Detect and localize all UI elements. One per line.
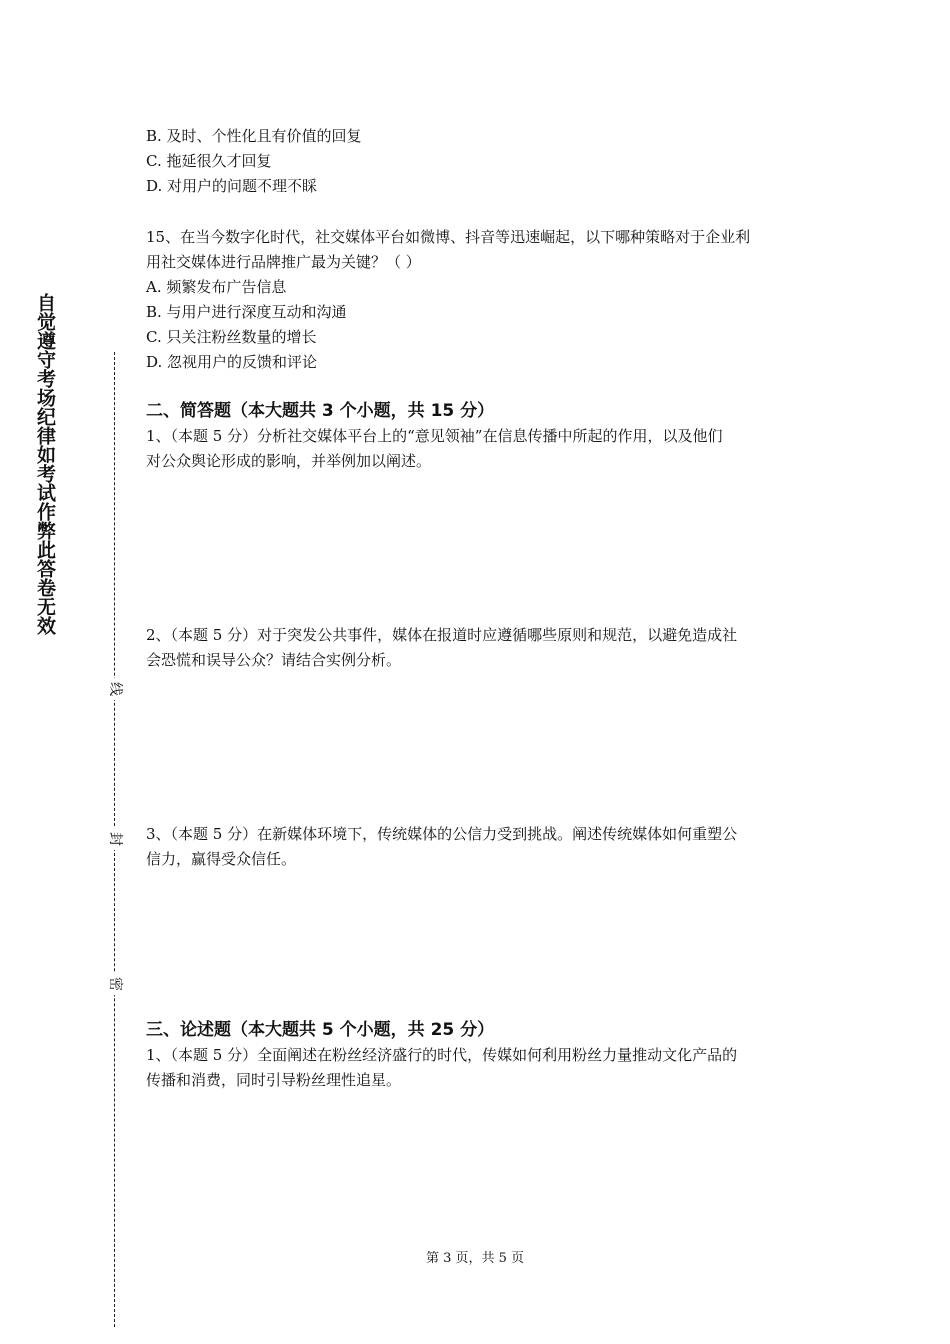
section-3-heading: 三、论述题（本大题共 5 个小题，共 25 分）	[146, 1020, 495, 1040]
q15-option-c: C. 只关注粉丝数量的增长	[146, 328, 317, 346]
q15-stem-line-1: 15、在当今数字化时代，社交媒体平台如微博、抖音等迅速崛起，以下哪种策略对于企业利	[146, 228, 751, 246]
exam-content	[146, 124, 816, 1093]
binding-label-seal: 封	[104, 828, 126, 850]
s2-q2-line-2: 会恐慌和误导公众？请结合实例分析。	[146, 651, 402, 669]
s2-q3-line-2: 信力，赢得受众信任。	[146, 850, 297, 868]
q15-option-d: D. 忽视用户的反馈和评论	[146, 353, 318, 371]
s3-q1-line-2: 传播和消费，同时引导粉丝理性追星。	[146, 1071, 402, 1089]
exam-rules-notice: 自觉遵守考场纪律如考试作弊此答卷无效	[34, 293, 56, 635]
s3-question-1	[146, 1043, 816, 1093]
binding-label-secret: 密	[104, 973, 126, 995]
q15-option-a: A. 频繁发布广告信息	[146, 278, 287, 296]
s2-question-3	[146, 822, 816, 872]
section-essay	[146, 1017, 816, 1093]
binding-label-line: 线	[104, 678, 126, 700]
s2-q1-line-2: 对公众舆论形成的影响，并举例加以阐述。	[146, 452, 432, 470]
s2-q3-line-1: 3、（本题 5 分）在新媒体环境下，传统媒体的公信力受到挑战。阐述传统媒体如何重塑公	[146, 825, 738, 843]
q14-option-b: B. 及时、个性化且有价值的回复	[146, 127, 362, 145]
page-number: 第 3 页，共 5 页	[425, 1251, 525, 1266]
s2-q1-line-1: 1、（本题 5 分）分析社交媒体平台上的“意见领袖”在信息传播中所起的作用，以及他们	[146, 427, 723, 445]
s2-question-2	[146, 623, 816, 673]
q15-stem-line-2: 用社交媒体进行品牌推广最为关键？（ ）	[146, 253, 421, 271]
q14-option-c: C. 拖延很久才回复	[146, 152, 272, 170]
section-short-answer	[146, 398, 816, 872]
q15-option-b: B. 与用户进行深度互动和沟通	[146, 303, 347, 321]
s2-question-1	[146, 424, 816, 474]
s2-q2-line-1: 2、（本题 5 分）对于突发公共事件，媒体在报道时应遵循哪些原则和规范，以避免造成社	[146, 626, 738, 644]
question-15	[146, 225, 816, 375]
q14-options	[146, 124, 816, 199]
s3-q1-line-1: 1、（本题 5 分）全面阐述在粉丝经济盛行的时代，传媒如何利用粉丝力量推动文化产品的	[146, 1046, 738, 1064]
section-2-heading: 二、简答题（本大题共 3 个小题，共 15 分）	[146, 401, 495, 421]
q14-option-d: D. 对用户的问题不理不睬	[146, 177, 318, 195]
